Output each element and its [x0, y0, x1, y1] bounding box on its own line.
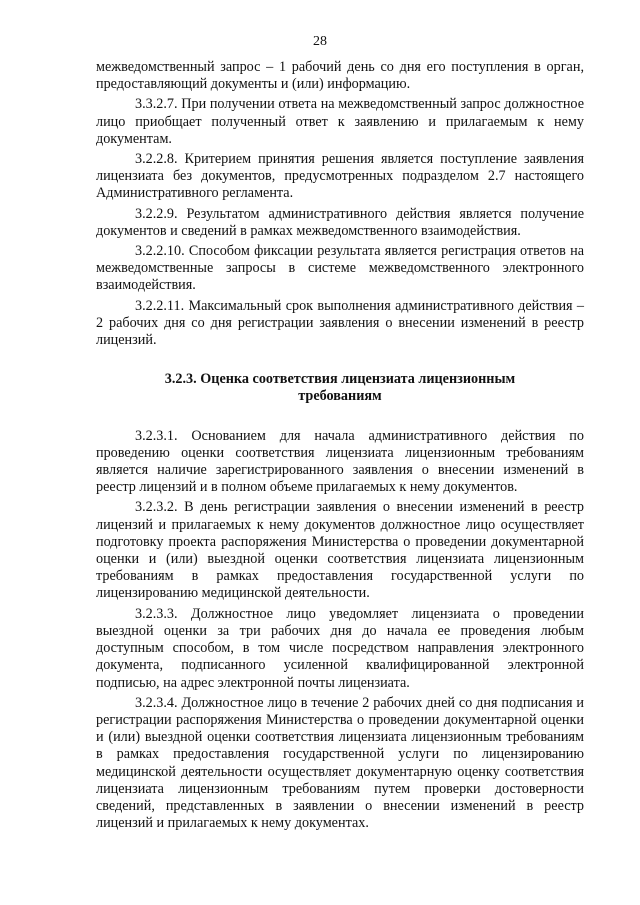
paragraph-continuation: межведомственный запрос – 1 рабочий день со дня его поступления в орган, предоставляющий документы и (или) информацию.	[96, 59, 584, 93]
paragraph-3-2-3-4: 3.2.3.4. Должностное лицо в течение 2 рабочих дней со дня подписания и регистрации распоряжения Министерства о проведении документарной оценки и (или) выездной оценки соответствия лицензиата лицензионным требованиям в рамках предоставления государственной услуги по лицензированию медицинской деятельности осуществляет документарную оценку соответствия лицензиата лицензионным требованиям путем проверки достоверности сведений, представленных в заявлении о внесении изменений в реестр лицензий и прилагаемых к нему документах.	[96, 694, 584, 832]
section-heading-line-1: 3.2.3. Оценка соответствия лицензиата лицензионным	[164, 371, 516, 388]
paragraph-3-2-3-2: 3.2.3.2. В день регистрации заявления о внесении изменений в реестр лицензий и прилагаемых к нему документов должностное лицо осуществляет подготовку проекта распоряжения Министерства о проведении документарной оценки и (или) выездной оценки соответствия лицензиата лицензионным требованиям в рамках предоставления государственной услуги по лицензированию медицинской деятельности.	[96, 499, 584, 602]
page-number: 28	[313, 34, 327, 49]
document-body	[96, 59, 584, 832]
paragraph-3-2-2-10: 3.2.2.10. Способом фиксации результата является регистрация ответов на межведомственные запросы в системе межведомственного электронного взаимодействия.	[96, 243, 584, 294]
section-heading-line-2: требованиям	[298, 388, 382, 405]
paragraph-3-2-2-8: 3.2.2.8. Критерием принятия решения является поступление заявления лицензиата без документов, предусмотренных подразделом 2.7 настоящего Административного регламента.	[96, 151, 584, 202]
paragraph-3-2-3-3: 3.2.3.3. Должностное лицо уведомляет лицензиата о проведении выездной оценки за три рабочих дня до начала ее проведения любым доступным способом, в том числе посредством направления электронного документа, подписанного усиленной квалифицированной электронной подписью, на адрес электронной почты лицензиата.	[96, 605, 584, 691]
paragraph-3-2-2-11: 3.2.2.11. Максимальный срок выполнения административного действия – 2 рабочих дня со дня регистрации заявления о внесении изменений в реестр лицензий.	[96, 297, 584, 349]
paragraph-3-3-2-7: 3.3.2.7. При получении ответа на межведомственный запрос должностное лицо приобщает полученный ответ к заявлению и прилагаемым к нему документам.	[96, 96, 584, 147]
paragraph-3-2-2-9: 3.2.2.9. Результатом административного действия является получение документов и сведений в рамках межведомственного взаимодействия.	[96, 205, 584, 239]
section-heading	[96, 371, 584, 405]
paragraph-3-2-3-1: 3.2.3.1. Основанием для начала административного действия по проведению оценки соответствия лицензиата лицензионным требованиям является наличие зарегистрированного заявления о внесении изменений в реестр лицензий и в полном объеме прилагаемых к нему документов.	[96, 427, 584, 496]
